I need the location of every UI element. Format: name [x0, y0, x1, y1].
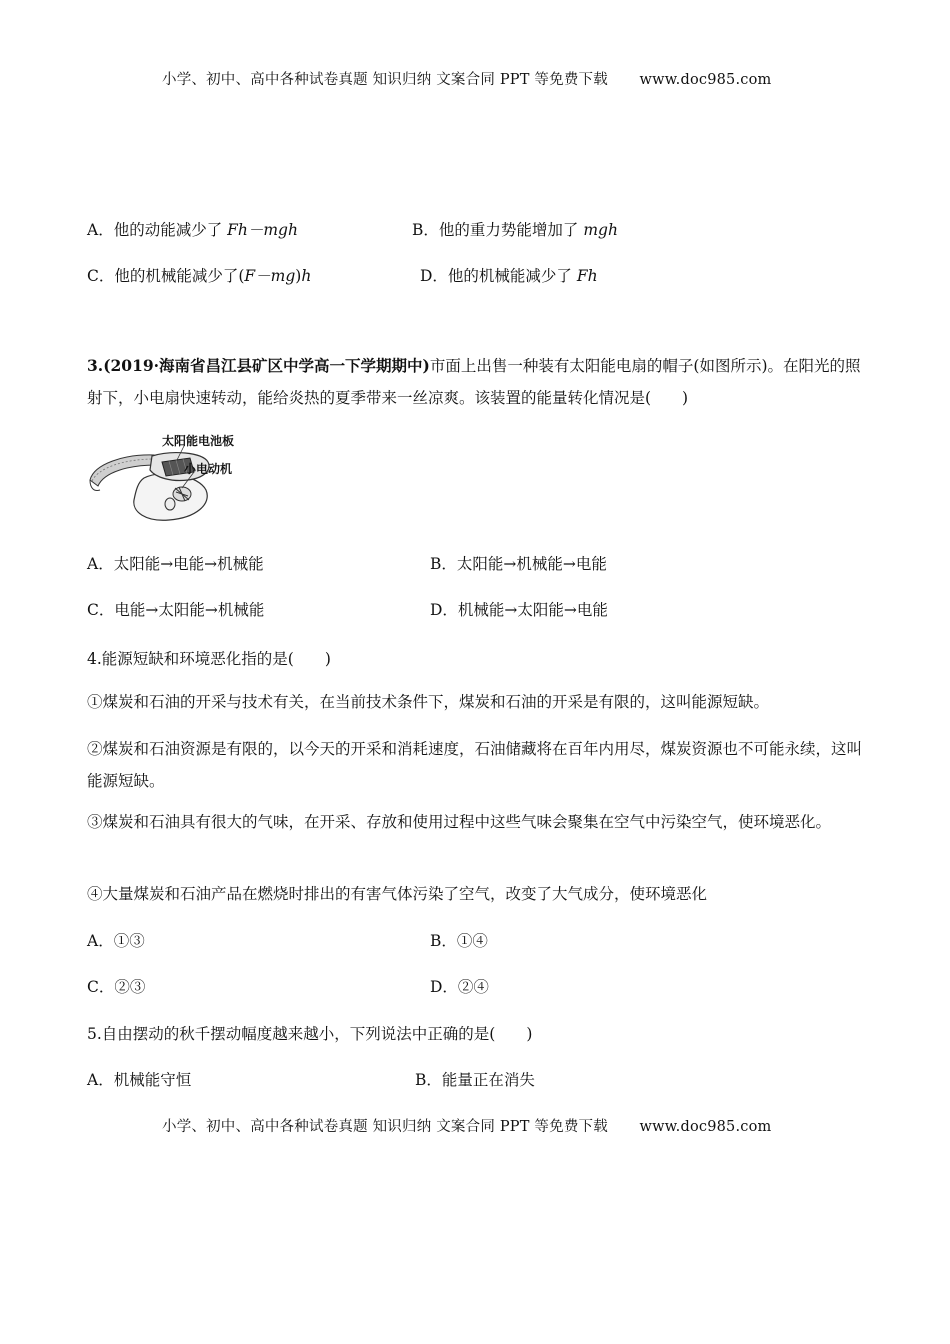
q2-option-a-expr: Fh－mgh [227, 221, 298, 239]
q2-option-d-text: D．他的机械能减少了 [420, 267, 577, 285]
q5-stem: 5.自由摆动的秋千摆动幅度越来越小，下列说法中正确的是( ) [87, 1025, 533, 1043]
figure-label-solar-panel: 太阳能电池板 [162, 434, 235, 448]
q4-item-1: ①煤炭和石油的开采与技术有关，在当前技术条件下，煤炭和石油的开采是有限的，这叫能源短缺。 [87, 693, 770, 711]
q2-option-b [412, 218, 618, 240]
page-footer [162, 1115, 772, 1136]
q2-option-c-text: C．他的机械能减少了( [87, 267, 245, 285]
q2-option-c [87, 264, 311, 286]
q4-item-4: ④大量煤炭和石油产品在燃烧时排出的有害气体污染了空气，改变了大气成分，使环境恶化 [87, 885, 708, 903]
q4-option-c: C．②③ [87, 978, 146, 996]
q3-option-d: D．机械能→太阳能→电能 [430, 601, 608, 619]
q3-option-a: A．太阳能→电能→机械能 [87, 555, 264, 573]
q2-option-a-text: A．他的动能减少了 [87, 221, 228, 239]
q2-option-c-suffix: ) [295, 267, 302, 285]
q2-option-a [87, 218, 298, 240]
q3-option-b: B．太阳能→机械能→电能 [430, 555, 607, 573]
figure-label-motor: 小电动机 [184, 462, 233, 476]
q3-text: 市面上出售一种装有太阳能电扇的帽子(如图所示)。在阳光的照射下，小电扇快速转动，能给炎热的夏季带来一丝凉爽。该装置的能量转化情况是( ) [87, 357, 861, 407]
q4-item-2: ②煤炭和石油资源是有限的，以今天的开采和消耗速度，石油储藏将在百年内用尽，煤炭资源也不可能永续，这叫能源短缺。 [87, 740, 863, 790]
q3-source: (2019·海南省昌江县矿区中学高一下学期期中) [103, 356, 430, 375]
q4-stem: 4.能源短缺和环境恶化指的是( ) [87, 650, 331, 668]
q3-number: 3. [87, 356, 104, 375]
q4-item-3: ③煤炭和石油具有很大的气味，在开采、存放和使用过程中这些气味会聚集在空气中污染空气，使环境恶化。 [87, 813, 832, 831]
q3-option-c: C．电能→太阳能→机械能 [87, 601, 265, 619]
footer-text: 小学、初中、高中各种试卷真题 知识归纳 文案合同 PPT 等免费下载 [162, 1119, 608, 1135]
q3-figure [84, 428, 254, 528]
q2-option-b-text: B．他的重力势能增加了 [412, 221, 584, 239]
footer-url[interactable]: www.doc985.com [639, 1119, 772, 1135]
header-text: 小学、初中、高中各种试卷真题 知识归纳 文案合同 PPT 等免费下载 [162, 72, 608, 88]
q2-option-c-h: h [301, 267, 312, 285]
q5-option-a: A．机械能守恒 [87, 1071, 192, 1089]
header-url[interactable]: www.doc985.com [639, 72, 772, 88]
q2-option-d-expr: Fh [576, 267, 598, 285]
q5-option-b: B．能量正在消失 [415, 1071, 535, 1089]
q4-option-a: A．①③ [87, 932, 145, 950]
q2-option-b-expr: mgh [583, 221, 618, 239]
q2-option-c-expr: F－mg [244, 267, 296, 285]
q4-option-d: D．②④ [430, 978, 489, 996]
q3-stem [87, 350, 867, 414]
page-header [162, 68, 772, 89]
q2-option-d [420, 264, 598, 286]
q4-option-b: B．①④ [430, 932, 488, 950]
